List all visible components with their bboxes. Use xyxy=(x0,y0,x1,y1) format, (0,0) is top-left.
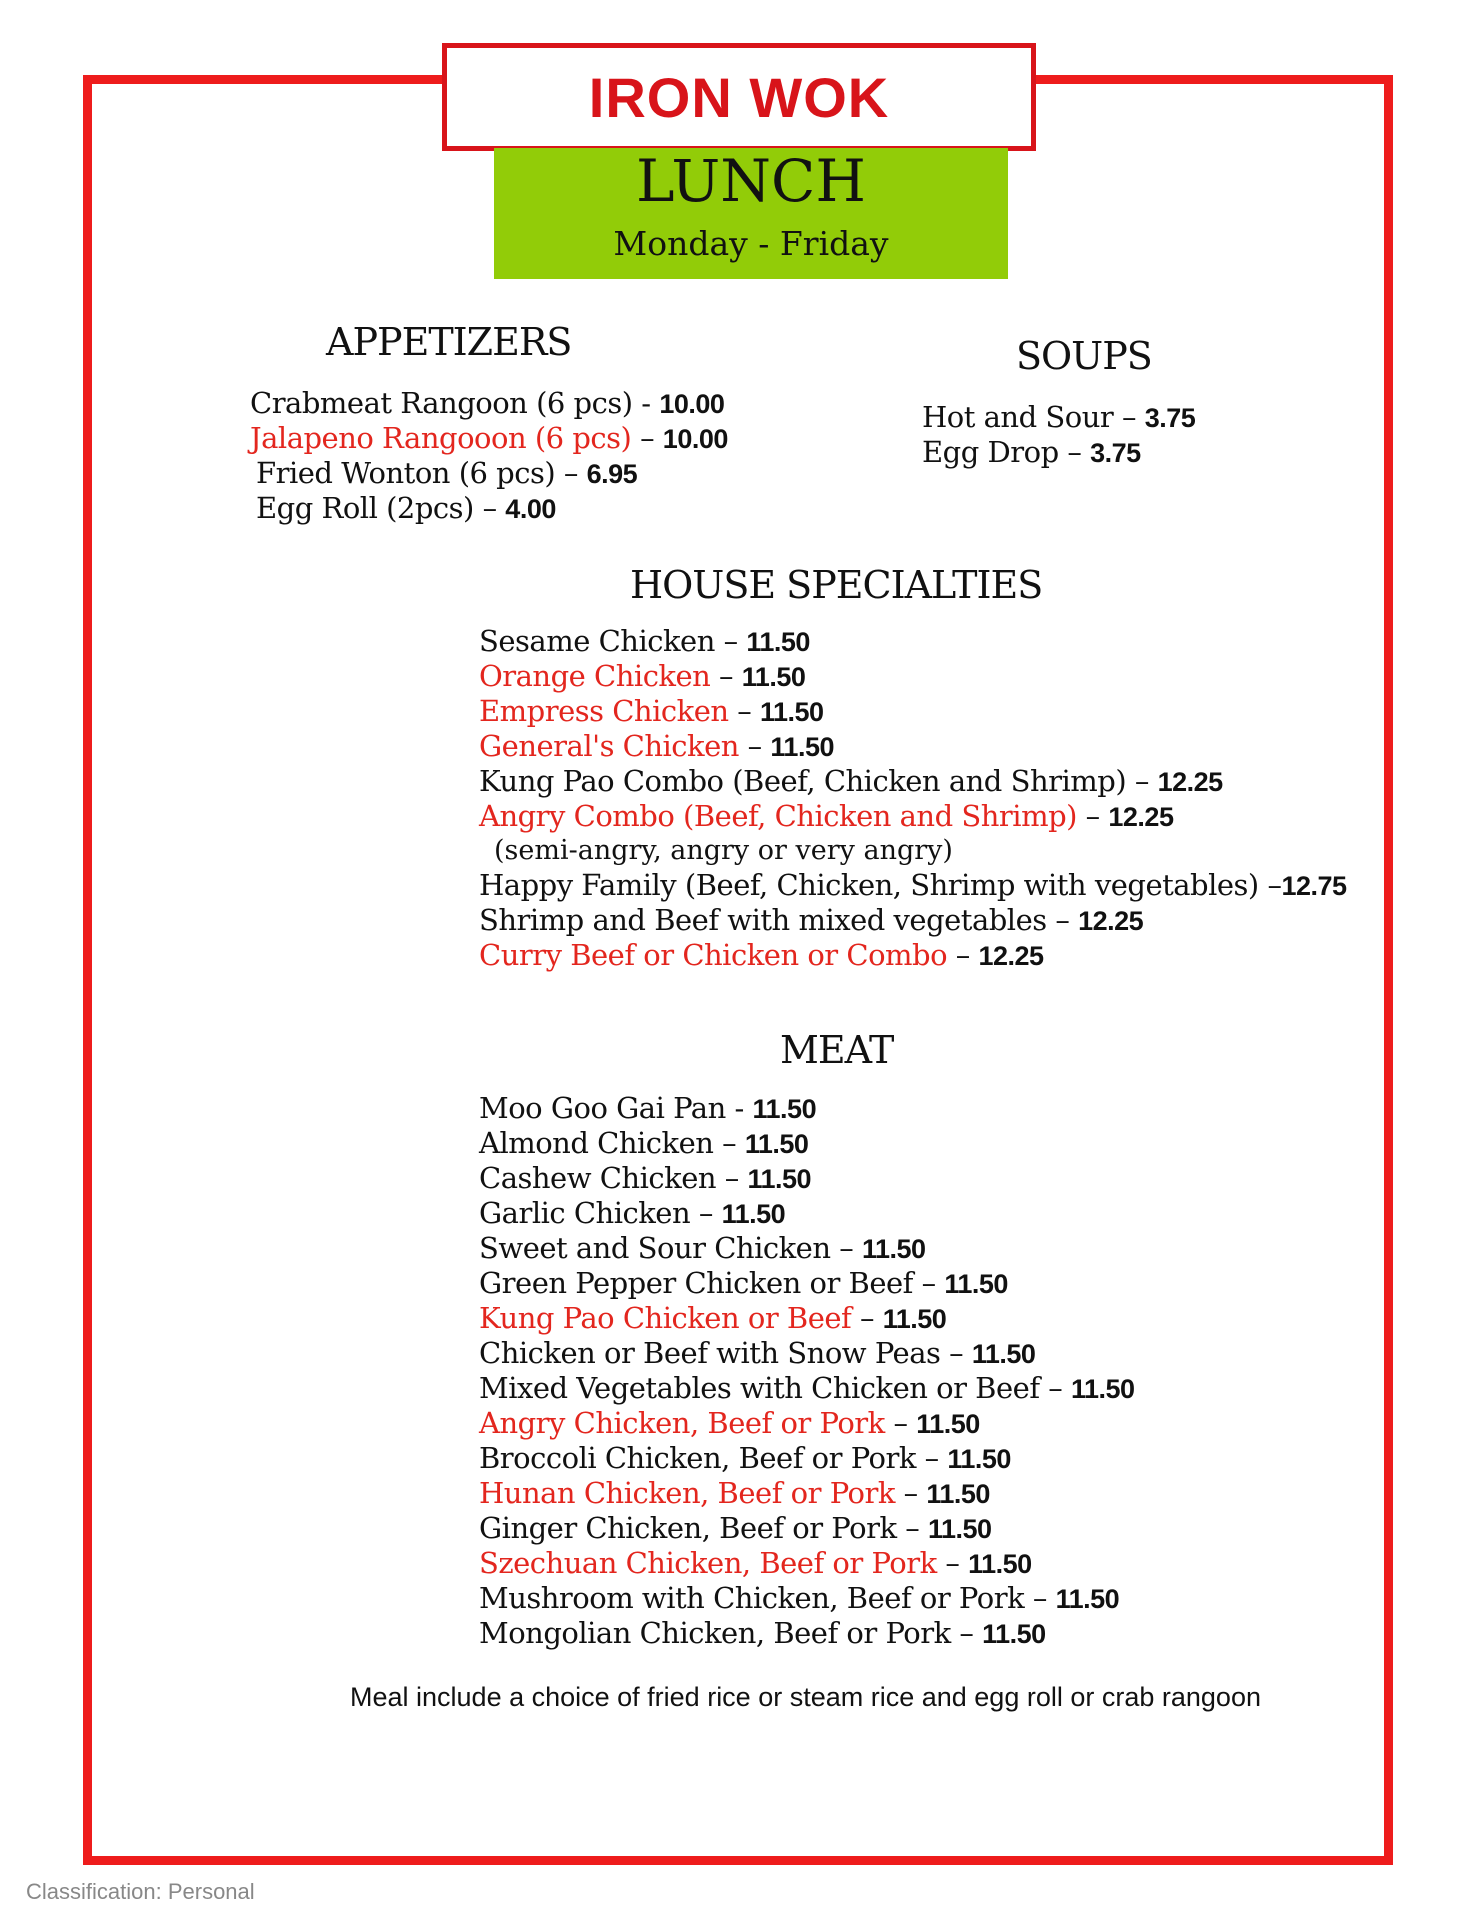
item-price: 11.50 xyxy=(861,1234,926,1264)
item-price: 3.75 xyxy=(1144,403,1196,433)
item-name: Kung Pao Combo (Beef, Chicken and Shrimp) xyxy=(479,764,1127,798)
item-price: 12.25 xyxy=(978,941,1044,971)
menu-item: Egg Drop – 3.75 xyxy=(922,435,1141,469)
item-price: 11.50 xyxy=(882,1304,947,1334)
menu-item: Hot and Sour – 3.75 xyxy=(922,400,1196,434)
item-name: Sesame Chicken xyxy=(479,624,715,658)
menu-item: Mushroom with Chicken, Beef or Pork – 11.50 xyxy=(479,1581,1120,1615)
item-name: Egg Roll (2pcs) xyxy=(256,491,474,525)
item-name: Crabmeat Rangoon (6 pcs) xyxy=(250,386,633,420)
menu-item: Ginger Chicken, Beef or Pork – 11.50 xyxy=(479,1511,992,1545)
angry-level-note: (semi-angry, angry or very angry) xyxy=(494,835,953,866)
item-price: 11.50 xyxy=(759,697,824,727)
menu-item: Chicken or Beef with Snow Peas – 11.50 xyxy=(479,1336,1036,1370)
item-name: Hot and Sour xyxy=(922,400,1114,434)
house-specialties-list-2 xyxy=(479,868,1347,973)
item-price: 3.75 xyxy=(1090,438,1141,468)
item-price: 12.25 xyxy=(1157,767,1223,797)
item-name: Empress Chicken xyxy=(479,694,729,728)
menu-item: Egg Roll (2pcs) – 4.00 xyxy=(256,491,556,525)
meal-includes-note: Meal include a choice of fried rice or steam rice and egg roll or crab rangoon xyxy=(350,1682,1261,1712)
menu-item: Curry Beef or Chicken or Combo – 12.25 xyxy=(479,938,1044,972)
item-name: Broccoli Chicken, Beef or Pork xyxy=(479,1441,916,1475)
item-price: 11.50 xyxy=(747,1164,812,1194)
item-price: 11.50 xyxy=(752,1094,817,1124)
item-price: 10.00 xyxy=(659,389,725,419)
item-name: Hunan Chicken, Beef or Pork xyxy=(479,1476,895,1510)
menu-item: Garlic Chicken – 11.50 xyxy=(479,1196,786,1230)
menu-item: Jalapeno Rangooon (6 pcs) – 10.00 xyxy=(250,421,728,455)
item-price: 11.50 xyxy=(971,1339,1036,1369)
item-name: General's Chicken xyxy=(479,729,739,763)
menu-item: Cashew Chicken – 11.50 xyxy=(479,1161,812,1195)
menu-item: Angry Combo (Beef, Chicken and Shrimp) – 12.25 xyxy=(479,799,1174,833)
menu-item: Szechuan Chicken, Beef or Pork – 11.50 xyxy=(479,1546,1032,1580)
item-price: 11.50 xyxy=(944,1269,1008,1299)
item-name: Chicken or Beef with Snow Peas xyxy=(479,1336,941,1370)
item-price: 11.50 xyxy=(721,1199,786,1229)
menu-item: Mixed Vegetables with Chicken or Beef – 11.50 xyxy=(479,1371,1135,1405)
item-price: 11.50 xyxy=(746,627,810,657)
item-name: Garlic Chicken xyxy=(479,1196,691,1230)
item-price: 11.50 xyxy=(741,662,806,692)
item-price: 11.50 xyxy=(947,1444,1011,1474)
title-box xyxy=(442,43,1036,151)
soups-list xyxy=(922,400,1195,470)
menu-item: Empress Chicken – 11.50 xyxy=(479,694,824,728)
appetizers-list xyxy=(250,386,728,526)
menu-item: Shrimp and Beef with mixed vegetables – 12.25 xyxy=(479,903,1144,937)
item-price: 12.75 xyxy=(1281,871,1347,901)
item-name: Orange Chicken xyxy=(479,659,711,693)
lunch-title: LUNCH xyxy=(636,147,866,215)
item-name: Shrimp and Beef with mixed vegetables xyxy=(479,903,1047,937)
menu-item: Happy Family (Beef, Chicken, Shrimp with vegetables) –12.75 xyxy=(479,868,1347,902)
item-price: 11.50 xyxy=(1055,1584,1120,1614)
item-name: Mushroom with Chicken, Beef or Pork xyxy=(479,1581,1025,1615)
appetizers-heading: APPETIZERS xyxy=(326,320,572,364)
item-name: Szechuan Chicken, Beef or Pork xyxy=(479,1546,937,1580)
item-name: Angry Combo (Beef, Chicken and Shrimp) xyxy=(479,799,1077,833)
item-name: Egg Drop xyxy=(922,435,1059,469)
item-price: 11.50 xyxy=(1071,1374,1135,1404)
item-name: Mixed Vegetables with Chicken or Beef xyxy=(479,1371,1040,1405)
item-price: 11.50 xyxy=(744,1129,809,1159)
menu-item: Almond Chicken – 11.50 xyxy=(479,1126,809,1160)
item-price: 11.50 xyxy=(968,1549,1032,1579)
menu-item: Green Pepper Chicken or Beef – 11.50 xyxy=(479,1266,1008,1300)
menu-item: Broccoli Chicken, Beef or Pork – 11.50 xyxy=(479,1441,1011,1475)
soups-heading: SOUPS xyxy=(1016,334,1152,378)
item-name: Mongolian Chicken, Beef or Pork xyxy=(479,1616,951,1650)
menu-item: Mongolian Chicken, Beef or Pork – 11.50 xyxy=(479,1616,1046,1650)
item-name: Curry Beef or Chicken or Combo xyxy=(479,938,948,972)
item-name: Jalapeno Rangooon (6 pcs) xyxy=(250,421,632,455)
item-name: Moo Goo Gai Pan xyxy=(479,1091,726,1125)
item-price: 11.50 xyxy=(982,1619,1046,1649)
menu-item: Moo Goo Gai Pan - 11.50 xyxy=(479,1091,817,1125)
lunch-banner xyxy=(494,148,1008,279)
menu-item: General's Chicken – 11.50 xyxy=(479,729,834,763)
item-name: Cashew Chicken xyxy=(479,1161,717,1195)
menu-item: Orange Chicken – 11.50 xyxy=(479,659,806,693)
item-name: Fried Wonton (6 pcs) xyxy=(256,456,556,490)
meat-list xyxy=(479,1091,1135,1651)
item-name: Ginger Chicken, Beef or Pork xyxy=(479,1511,897,1545)
menu-item: Fried Wonton (6 pcs) – 6.95 xyxy=(256,456,638,490)
lunch-days: Monday - Friday xyxy=(613,224,889,263)
meat-heading: MEAT xyxy=(780,1028,894,1072)
item-name: Kung Pao Chicken or Beef xyxy=(479,1301,852,1335)
menu-item: Angry Chicken, Beef or Pork – 11.50 xyxy=(479,1406,980,1440)
restaurant-name: IRON WOK xyxy=(588,65,890,129)
item-price: 11.50 xyxy=(770,732,834,762)
item-price: 6.95 xyxy=(586,459,638,489)
item-name: Sweet and Sour Chicken xyxy=(479,1231,831,1265)
classification-label: Classification: Personal xyxy=(26,1879,255,1904)
item-price: 11.50 xyxy=(916,1409,980,1439)
menu-item: Hunan Chicken, Beef or Pork – 11.50 xyxy=(479,1476,990,1510)
item-name: Angry Chicken, Beef or Pork xyxy=(479,1406,885,1440)
item-name: Almond Chicken xyxy=(479,1126,714,1160)
menu-item: Kung Pao Chicken or Beef – 11.50 xyxy=(479,1301,947,1335)
house-specialties-list xyxy=(479,624,1223,834)
item-name: Green Pepper Chicken or Beef xyxy=(479,1266,913,1300)
item-price: 12.25 xyxy=(1108,802,1174,832)
menu-item: Sesame Chicken – 11.50 xyxy=(479,624,810,658)
menu-item: Sweet and Sour Chicken – 11.50 xyxy=(479,1231,926,1265)
menu-item: Kung Pao Combo (Beef, Chicken and Shrimp) – 12.25 xyxy=(479,764,1223,798)
item-price: 11.50 xyxy=(926,1479,990,1509)
item-name: Happy Family (Beef, Chicken, Shrimp with vegetables) xyxy=(479,868,1259,902)
item-price: 12.25 xyxy=(1078,906,1144,936)
item-price: 4.00 xyxy=(505,494,556,524)
item-price: 11.50 xyxy=(927,1514,992,1544)
item-price: 10.00 xyxy=(662,424,728,454)
menu-item: Crabmeat Rangoon (6 pcs) - 10.00 xyxy=(250,386,725,420)
house-specialties-heading: HOUSE SPECIALTIES xyxy=(630,563,1043,607)
